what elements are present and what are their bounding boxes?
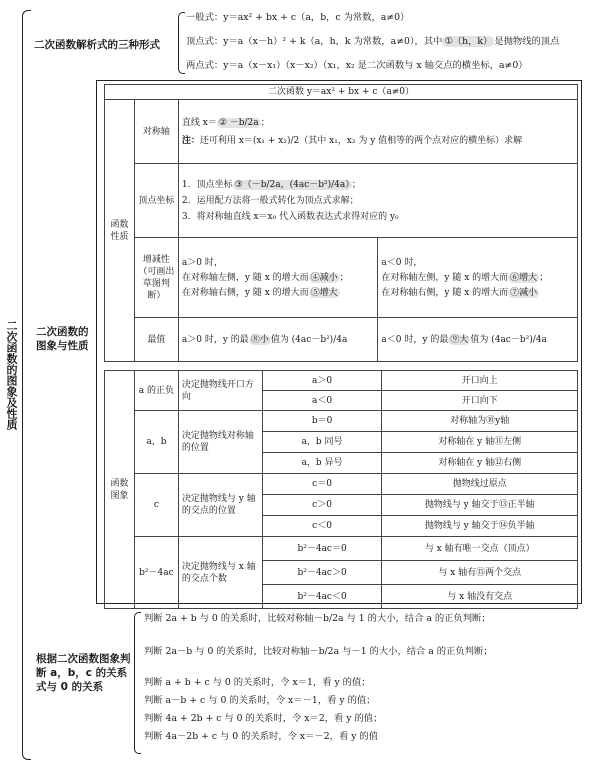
extreme-right-pre: a＜0 时，y 的最 bbox=[381, 334, 449, 345]
graph-cond: a＞0 bbox=[262, 371, 382, 391]
section1-brace bbox=[178, 12, 185, 74]
graph-result: 与 x 轴有⑮两个交点 bbox=[382, 561, 578, 585]
section3-brace bbox=[134, 612, 141, 754]
axis-label: 对称轴 bbox=[134, 100, 178, 164]
mono-left-l2-pre: 在对称轴右侧，y 随 x 的增大而 bbox=[181, 287, 309, 298]
graph-param-ab: a，b bbox=[134, 411, 178, 474]
mono-right-l2-hl: ⑦减小 bbox=[510, 287, 538, 298]
mono-right-l1-pre: 在对称轴左侧，y 随 x 的增大而 bbox=[381, 272, 509, 283]
mono-right bbox=[378, 238, 578, 318]
mono-left bbox=[178, 238, 378, 318]
section1-line-vertex bbox=[186, 35, 559, 48]
vertex-label: 顶点坐标 bbox=[134, 164, 178, 238]
graph-result: 抛物线过原点 bbox=[382, 474, 578, 495]
axis-line1-pre: 直线 x＝ bbox=[181, 117, 217, 128]
graph-cond: b＝0 bbox=[262, 411, 382, 432]
mono-left-cond: a＞0 时， bbox=[181, 257, 223, 268]
extreme-left-pre: a＞0 时，y 的最 bbox=[181, 334, 249, 345]
root-label: 二次函数的图象及性质 bbox=[5, 320, 18, 430]
axis-note: 还可利用 x＝(x₁ + x₂)/2（其中 x₁，x₂ 为 y 值相等的两个点对应的横坐标）求解 bbox=[199, 135, 523, 146]
section1-line-twopoint: 两点式：y＝a（x－x₁）（x－x₂）（x₁，x₂ 是二次函数与 x 轴交点的横坐标，a≠0） bbox=[186, 60, 528, 71]
vertex-item1-post: ； bbox=[351, 179, 361, 190]
graph-cond: a，b 异号 bbox=[262, 453, 382, 474]
mono-left-l1-hl: ④减小 bbox=[310, 272, 338, 283]
graph-meaning-c: 决定抛物线与 y 轴的交点的位置 bbox=[178, 474, 262, 537]
extreme-right bbox=[378, 318, 578, 362]
graph-param-c: c bbox=[134, 474, 178, 537]
extreme-left-post: 值为 (4ac－b²)/4a bbox=[270, 334, 348, 345]
graph-cond: c＝0 bbox=[262, 474, 382, 495]
graph-param-delta: b²－4ac bbox=[134, 537, 178, 609]
graph-table bbox=[104, 370, 578, 609]
graph-meaning-delta: 决定抛物线与 x 轴的交点个数 bbox=[178, 537, 262, 609]
graph-result: 对称轴为⑩y轴 bbox=[382, 411, 578, 432]
graph-cond: a＜0 bbox=[262, 391, 382, 411]
mono-left-l1-post: ； bbox=[339, 272, 349, 283]
axis-line1-hl: ② －b/2a bbox=[218, 117, 259, 128]
section3-line: 判断 a－b + c 与 0 的关系时，令 x＝－1，看 y 的值； bbox=[144, 695, 376, 706]
table-title: 二次函数 y＝ax² + bx + c（a≠0） bbox=[105, 85, 578, 100]
mono-label: 增减性（可画出草图判断） bbox=[134, 238, 178, 318]
extreme-right-hl: ⑨大 bbox=[450, 334, 469, 345]
section3-line: 判断 4a－2b + c 与 0 的关系时，令 x＝－2，看 y 的值 bbox=[144, 731, 378, 742]
mono-left-l1-pre: 在对称轴左侧，y 随 x 的增大而 bbox=[181, 272, 309, 283]
extreme-left-hl: ⑧小 bbox=[250, 334, 269, 345]
vertex-content bbox=[178, 164, 577, 238]
section3-line: 判断 2a－b 与 0 的关系时，比较对称轴－b/2a 与－1 的大小，结合 a 的正负判断； bbox=[144, 646, 493, 657]
mono-right-l1-post: ； bbox=[539, 272, 549, 283]
graph-result: 对称轴在 y 轴⑫右侧 bbox=[382, 453, 578, 474]
graph-meaning-ab: 决定抛物线对称轴的位置 bbox=[178, 411, 262, 474]
mono-right-l1-hl: ⑥增大 bbox=[510, 272, 538, 283]
graph-result: 与 x 轴没有交点 bbox=[382, 585, 578, 609]
extreme-left bbox=[178, 318, 378, 362]
mono-left-l2-hl: ⑤增大 bbox=[310, 287, 338, 298]
axis-note-bold: 注： bbox=[181, 135, 200, 146]
mono-right-cond: a＜0 时， bbox=[381, 257, 423, 268]
section3-line: 判断 2a + b 与 0 的关系时，比较对称轴－b/2a 与 1 的大小，结合 a 的正负判断； bbox=[144, 613, 491, 624]
graph-cond: b²－4ac＝0 bbox=[262, 537, 382, 561]
section3-line: 判断 a + b + c 与 0 的关系时，令 x＝1，看 y 的值； bbox=[144, 677, 371, 688]
graph-meaning-a: 决定抛物线开口方向 bbox=[178, 371, 262, 411]
graph-result: 与 x 轴有唯一交点（顶点） bbox=[382, 537, 578, 561]
graph-result: 抛物线与 y 轴交于⑭负半轴 bbox=[382, 516, 578, 537]
vertex-tail: 是抛物线的顶点 bbox=[494, 36, 560, 47]
section1-line-general: 一般式：y＝ax² + bx + c（a，b，c 为常数，a≠0） bbox=[186, 12, 410, 23]
properties-table bbox=[104, 84, 578, 362]
graph-result: 开口向上 bbox=[382, 371, 578, 391]
vertex-item1-pre: 1．顶点坐标 bbox=[181, 179, 233, 190]
section3-line: 判断 4a + 2b + c 与 0 的关系时，令 x＝2，看 y 的值； bbox=[144, 713, 383, 724]
vertex-item1-hl: ③（－b/2a，(4ac－b²)/4a） bbox=[234, 179, 350, 190]
vertex-item3: 3．将对称轴直线 x＝x₀ 代入函数表达式求得对应的 y₀ bbox=[181, 211, 399, 222]
props-label: 函数性质 bbox=[105, 100, 135, 362]
vertex-item2: 2．运用配方法将一般式转化为顶点式求解； bbox=[181, 195, 359, 206]
extreme-right-post: 值为 (4ac－b²)/4a bbox=[470, 334, 547, 345]
graph-cond: b²－4ac＜0 bbox=[262, 585, 382, 609]
graph-result: 开口向下 bbox=[382, 391, 578, 411]
axis-line1-post: ； bbox=[260, 117, 270, 128]
graph-cond: c＜0 bbox=[262, 516, 382, 537]
graph-cond: c＞0 bbox=[262, 495, 382, 516]
graph-cond: a，b 同号 bbox=[262, 432, 382, 453]
root-brace bbox=[22, 10, 31, 760]
section2-label: 二次函数的图象与性质 bbox=[36, 326, 89, 352]
section1-label: 二次函数解析式的三种形式 bbox=[34, 39, 160, 51]
section3-label: 根据二次函数图象判断 a，b，c 的关系式与 0 的关系 bbox=[36, 653, 131, 693]
axis-content bbox=[178, 100, 577, 164]
graph-result: 抛物线与 y 轴交于⑬正半轴 bbox=[382, 495, 578, 516]
extreme-label: 最值 bbox=[134, 318, 178, 362]
vertex-highlight: ①（h，k） bbox=[444, 36, 493, 47]
graph-result: 对称轴在 y 轴⑪左侧 bbox=[382, 432, 578, 453]
vertex-form-text: 顶点式：y＝a（x－h）² + k（a，h，k 为常数，a≠0），其中 bbox=[186, 36, 443, 47]
graph-label: 函数图象 bbox=[105, 371, 135, 609]
mono-right-l2-pre: 在对称轴右侧，y 随 x 的增大而 bbox=[381, 287, 509, 298]
graph-param-a: a 的正负 bbox=[134, 371, 178, 411]
graph-cond: b²－4ac＞0 bbox=[262, 561, 382, 585]
